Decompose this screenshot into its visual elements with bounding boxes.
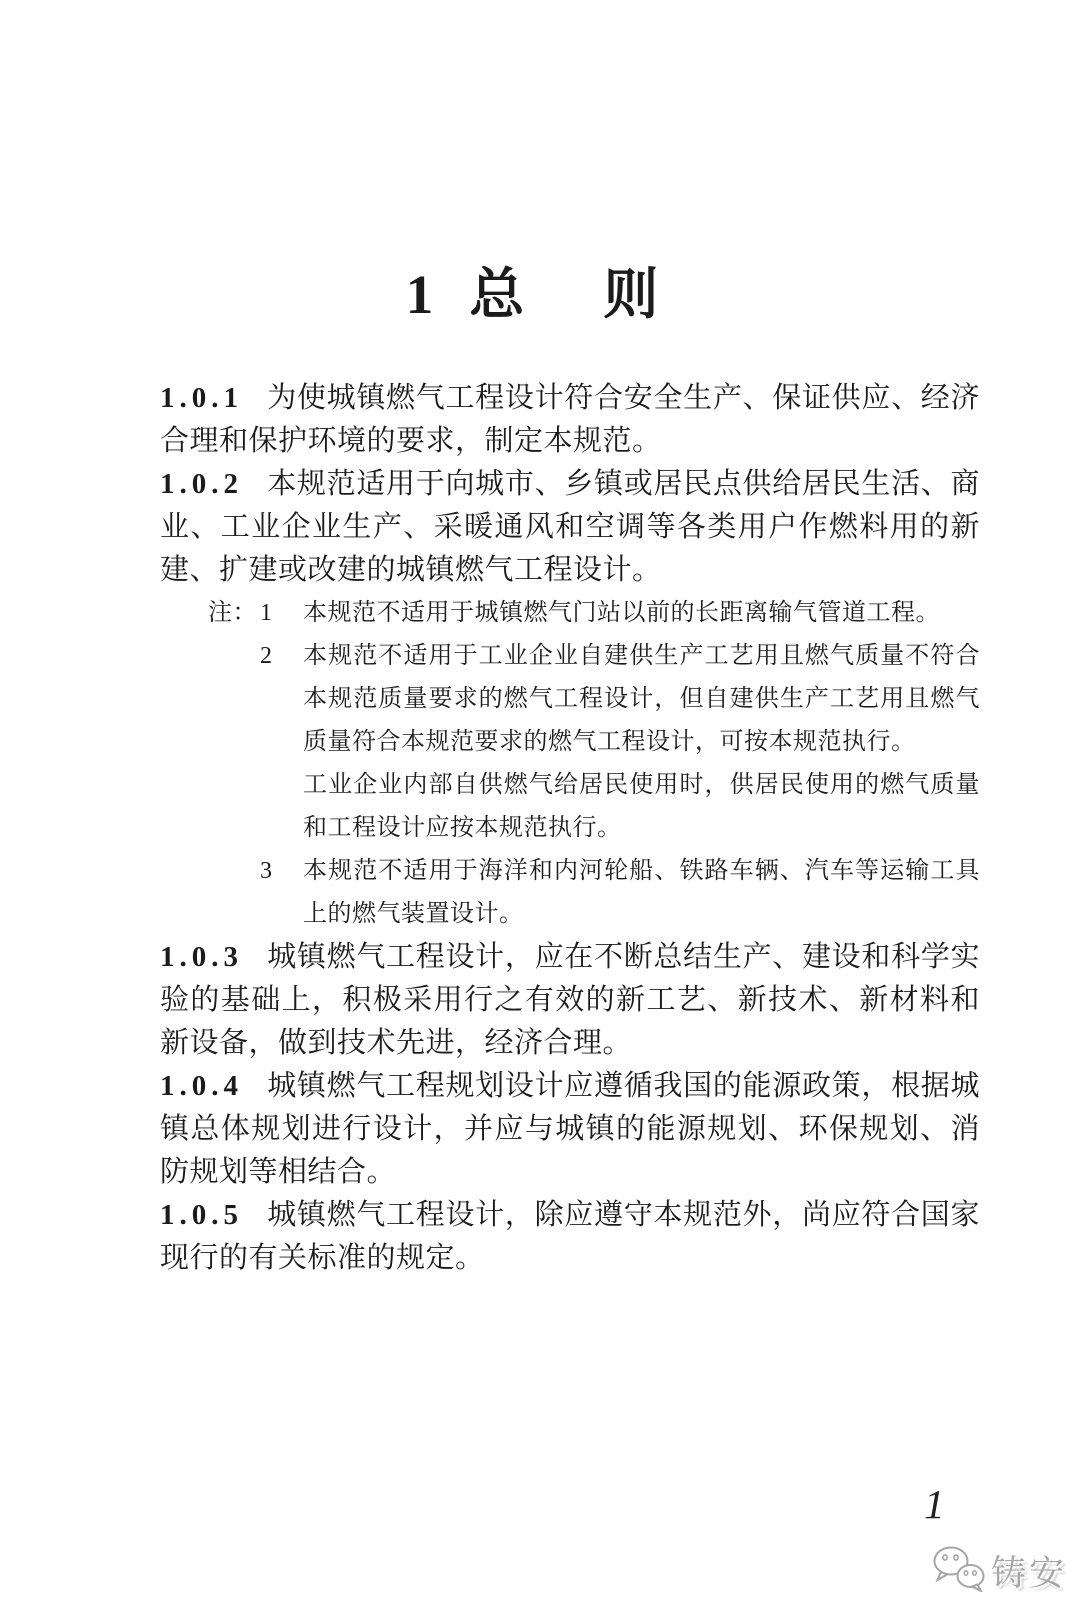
note-paragraph: 本规范不适用于城镇燃气门站以前的长距离输气管道工程。 xyxy=(303,600,940,626)
note-number: 3 xyxy=(260,858,273,884)
note-label: 注： xyxy=(208,600,257,626)
section-1-0-4 xyxy=(160,1065,980,1194)
chapter-number: 1 xyxy=(405,264,434,325)
section-text: 城镇燃气工程规划设计应遵循我国的能源政策，根据城镇总体规划进行设计，并应与城镇的能源规划、环保规划、消防规划等相结合。 xyxy=(160,1070,980,1188)
note-paragraph: 本规范不适用于海洋和内河轮船、铁路车辆、汽车等运输工具上的燃气装置设计。 xyxy=(303,858,980,927)
note-item-2 xyxy=(208,635,980,850)
section-text: 城镇燃气工程设计，应在不断总结生产、建设和科学实验的基础上，积极采用行之有效的新工艺、新技术、新材料和新设备，做到技术先进，经济合理。 xyxy=(160,941,980,1059)
note-number: 1 xyxy=(260,600,273,626)
section-1-0-3 xyxy=(160,936,980,1065)
chapter-title xyxy=(0,250,1076,329)
section-number: 1.0.5 xyxy=(160,1199,243,1231)
watermark xyxy=(930,1544,1067,1597)
note-paragraph: 本规范不适用于工业企业自建供生产工艺用且燃气质量不符合本规范质量要求的燃气工程设计，但自建供生产工艺用且燃气质量符合本规范要求的燃气工程设计，可按本规范执行。 xyxy=(303,643,980,755)
section-number: 1.0.3 xyxy=(160,941,243,973)
section-number: 1.0.1 xyxy=(160,382,243,414)
section-text: 本规范适用于向城市、乡镇或居民点供给居民生活、商业、工业企业生产、采暖通风和空调等各类用户作燃料用的新建、扩建或改建的城镇燃气工程设计。 xyxy=(160,468,980,586)
page-number: 1 xyxy=(924,1481,945,1527)
note-item-3 xyxy=(208,850,980,936)
section-number: 1.0.4 xyxy=(160,1070,243,1102)
wechat-icon xyxy=(930,1544,986,1597)
note-paragraph: 工业企业内部自供燃气给居民使用时，供居民使用的燃气质量和工程设计应按本规范执行。 xyxy=(303,772,980,841)
note-text xyxy=(303,850,980,936)
watermark-text: 铸安 xyxy=(991,1553,1068,1593)
note-label-spacer xyxy=(208,635,260,850)
chapter-title-text: 总 则 xyxy=(469,264,671,325)
note-number: 2 xyxy=(260,643,273,669)
section-1-0-5 xyxy=(160,1194,980,1280)
notes-block xyxy=(160,592,980,936)
note-text xyxy=(303,635,980,850)
section-text: 城镇燃气工程设计，除应遵守本规范外，尚应符合国家现行的有关标准的规定。 xyxy=(160,1199,980,1274)
section-text: 为使城镇燃气工程设计符合安全生产、保证供应、经济合理和保护环境的要求，制定本规范。 xyxy=(160,382,980,457)
note-item-1 xyxy=(208,592,980,635)
section-number: 1.0.2 xyxy=(160,468,243,500)
note-label-spacer xyxy=(208,850,260,936)
section-1-0-2 xyxy=(160,463,980,592)
section-1-0-1 xyxy=(160,377,980,463)
document-body xyxy=(160,377,980,1280)
note-text xyxy=(303,592,980,635)
